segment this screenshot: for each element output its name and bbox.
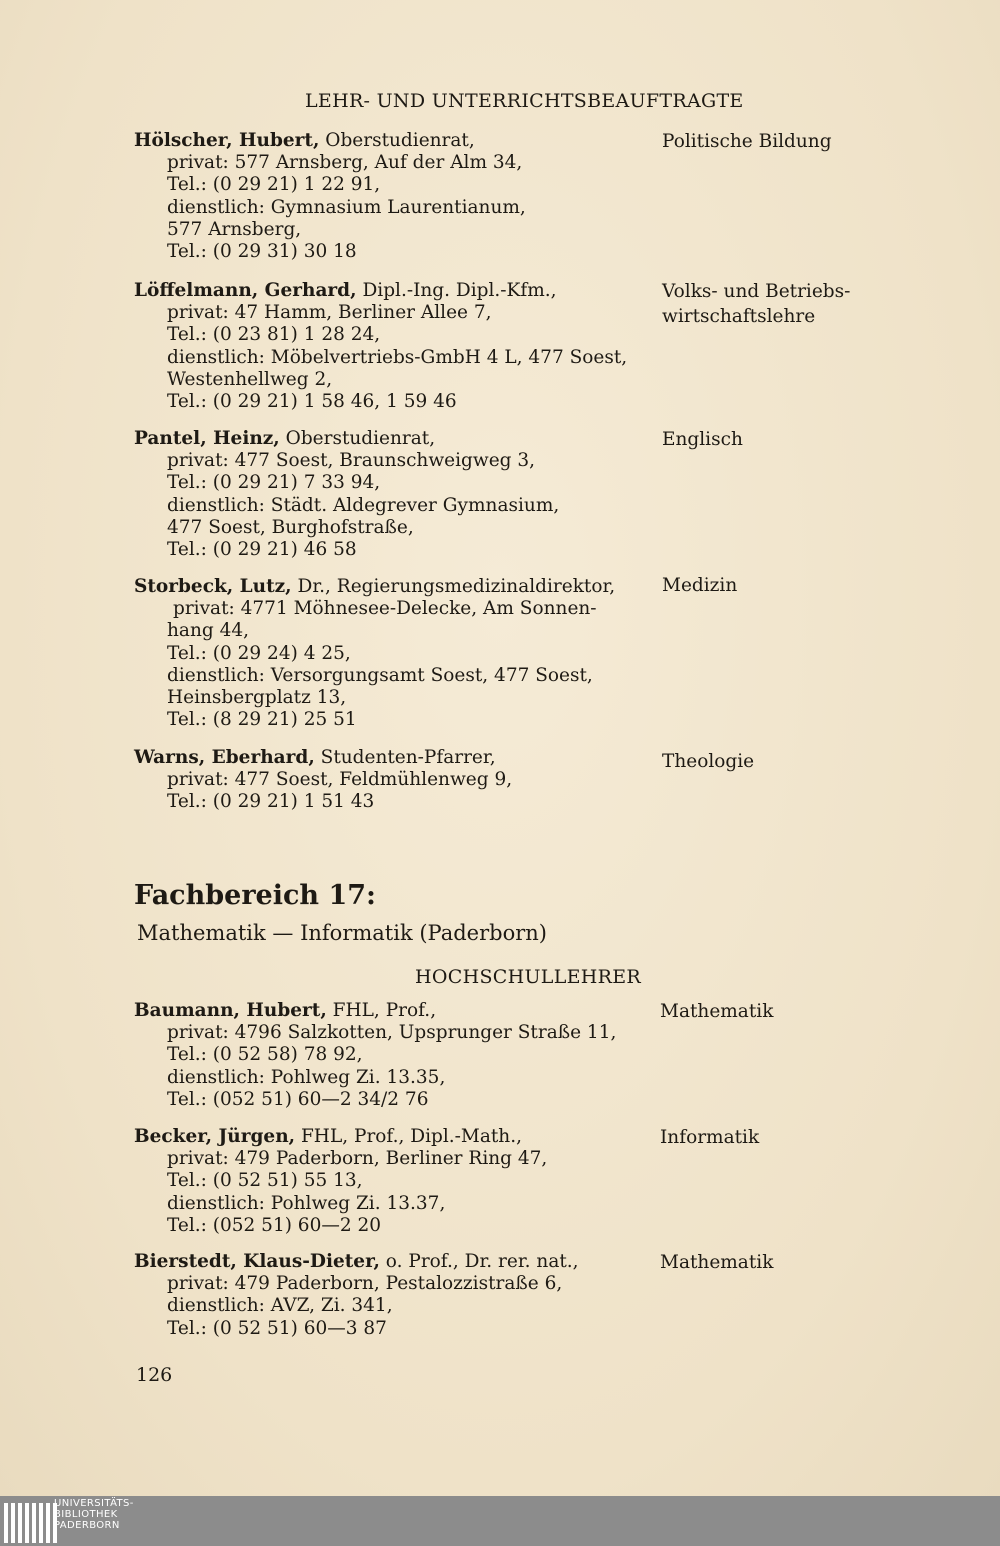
- staff-name: Storbeck, Lutz,: [134, 576, 292, 597]
- page-number: 126: [136, 1364, 173, 1386]
- staff-title: FHL, Prof., Dipl.-Math.,: [295, 1126, 522, 1147]
- address-line: hang 44,: [167, 620, 250, 642]
- address-line: dienstlich: Versorgungsamt Soest, 477 Soest,: [167, 664, 593, 686]
- address-line: Tel.: (0 29 21) 1 51 43: [167, 791, 375, 813]
- address-line: Tel.: (0 23 81) 1 28 24,: [167, 324, 381, 346]
- staff-name: Becker, Jürgen,: [134, 1126, 296, 1147]
- address-line: Tel.: (0 29 21) 1 58 46, 1 59 46: [167, 391, 457, 413]
- address-line: Tel.: (0 29 21) 1 22 91,: [167, 174, 381, 196]
- staff-title: Studenten-Pfarrer,: [314, 747, 496, 768]
- address-line: Tel.: (052 51) 60—2 20: [167, 1214, 382, 1236]
- staff-name: Warns, Eberhard,: [134, 747, 315, 768]
- address-line: dienstlich: Möbelvertriebs-GmbH 4 L, 477 Soest,: [167, 346, 628, 368]
- address-line: privat: 477 Soest, Feldmühlenweg 9,: [167, 769, 513, 791]
- staff-title: Oberstudienrat,: [319, 130, 475, 151]
- subject-label: Englisch: [662, 429, 743, 450]
- address-line: privat: 47 Hamm, Berliner Allee 7,: [167, 302, 492, 324]
- section-heading-hochschullehrer: HOCHSCHULLEHRER: [415, 966, 642, 988]
- address-line: dienstlich: AVZ, Zi. 341,: [167, 1295, 393, 1317]
- address-line: privat: 4796 Salzkotten, Upsprunger Straße 11,: [167, 1022, 617, 1044]
- staff-title: Dr., Regierungsmedizinaldirektor,: [291, 576, 616, 597]
- subject-label: Medizin: [662, 575, 738, 596]
- staff-name: Löffelmann, Gerhard,: [134, 280, 357, 301]
- staff-name: Bierstedt, Klaus-Dieter,: [134, 1251, 380, 1272]
- fachbereich-subtitle: Mathematik — Informatik (Paderborn): [137, 921, 547, 945]
- address-line: Tel.: (0 29 24) 4 25,: [167, 642, 351, 664]
- subject-label: Mathematik: [660, 1001, 774, 1022]
- subject-label: Volks- und Betriebs-: [662, 281, 851, 302]
- address-line: dienstlich: Pohlweg Zi. 13.35,: [167, 1066, 446, 1088]
- library-name: UNIVERSITÄTS- BIBLIOTHEK PADERBORN: [54, 1498, 134, 1531]
- staff-name: Baumann, Hubert,: [134, 1000, 327, 1021]
- address-line: Tel.: (0 29 31) 30 18: [167, 241, 357, 263]
- subject-label: Informatik: [660, 1127, 760, 1148]
- subject-label: Mathematik: [660, 1252, 774, 1273]
- library-logo-icon: [4, 1503, 57, 1543]
- address-line: Tel.: (0 29 21) 46 58: [167, 539, 357, 561]
- staff-entry-warns: [134, 747, 654, 814]
- address-line: privat: 577 Arnsberg, Auf der Alm 34,: [167, 152, 523, 174]
- address-line: privat: 477 Soest, Braunschweigweg 3,: [167, 450, 536, 472]
- address-line: Tel.: (0 52 51) 60—3 87: [167, 1317, 387, 1339]
- staff-entry-bierstedt: [134, 1251, 654, 1340]
- staff-entry-storbeck: [134, 576, 654, 731]
- address-line: Heinsbergplatz 13,: [167, 687, 347, 709]
- staff-name: Hölscher, Hubert,: [134, 130, 320, 151]
- address-line: Tel.: (052 51) 60—2 34/2 76: [167, 1088, 429, 1110]
- staff-title: FHL, Prof.,: [326, 1000, 437, 1021]
- staff-entry-becker: [134, 1126, 654, 1237]
- subject-label-continued: wirtschaftslehre: [662, 306, 816, 327]
- address-line: privat: 479 Paderborn, Pestalozzistraße 6,: [167, 1273, 563, 1295]
- staff-entry-hoelscher: [134, 130, 654, 263]
- subject-label: Politische Bildung: [662, 131, 832, 152]
- address-line: dienstlich: Städt. Aldegrever Gymnasium,: [167, 494, 560, 516]
- staff-title: Dipl.-Ing. Dipl.-Kfm.,: [356, 280, 557, 301]
- staff-title: o. Prof., Dr. rer. nat.,: [379, 1251, 579, 1272]
- address-line: privat: 479 Paderborn, Berliner Ring 47,: [167, 1148, 548, 1170]
- address-line: Westenhellweg 2,: [167, 368, 333, 390]
- address-line: privat: 4771 Möhnesee-Delecke, Am Sonnen-: [173, 598, 597, 620]
- subject-label: Theologie: [662, 751, 755, 772]
- staff-entry-baumann: [134, 1000, 654, 1111]
- staff-entry-loeffelmann: [134, 280, 654, 413]
- address-line: dienstlich: Pohlweg Zi. 13.37,: [167, 1192, 446, 1214]
- staff-entry-pantel: [134, 428, 654, 561]
- staff-name: Pantel, Heinz,: [134, 428, 280, 449]
- address-line: Tel.: (0 52 58) 78 92,: [167, 1044, 363, 1066]
- fachbereich-title: Fachbereich 17:: [134, 880, 376, 911]
- staff-title: Oberstudienrat,: [279, 428, 436, 449]
- address-line: dienstlich: Gymnasium Laurentianum,: [167, 196, 526, 218]
- address-line: Tel.: (0 29 21) 7 33 94,: [167, 472, 381, 494]
- address-line: Tel.: (8 29 21) 25 51: [167, 709, 357, 731]
- library-footer-bar: [0, 1496, 1000, 1546]
- address-line: 577 Arnsberg,: [167, 218, 302, 240]
- address-line: 477 Soest, Burghofstraße,: [167, 516, 414, 538]
- address-line: Tel.: (0 52 51) 55 13,: [167, 1170, 363, 1192]
- section-heading-lehrbeauftragte: LEHR- UND UNTERRICHTSBEAUFTRAGTE: [305, 90, 744, 112]
